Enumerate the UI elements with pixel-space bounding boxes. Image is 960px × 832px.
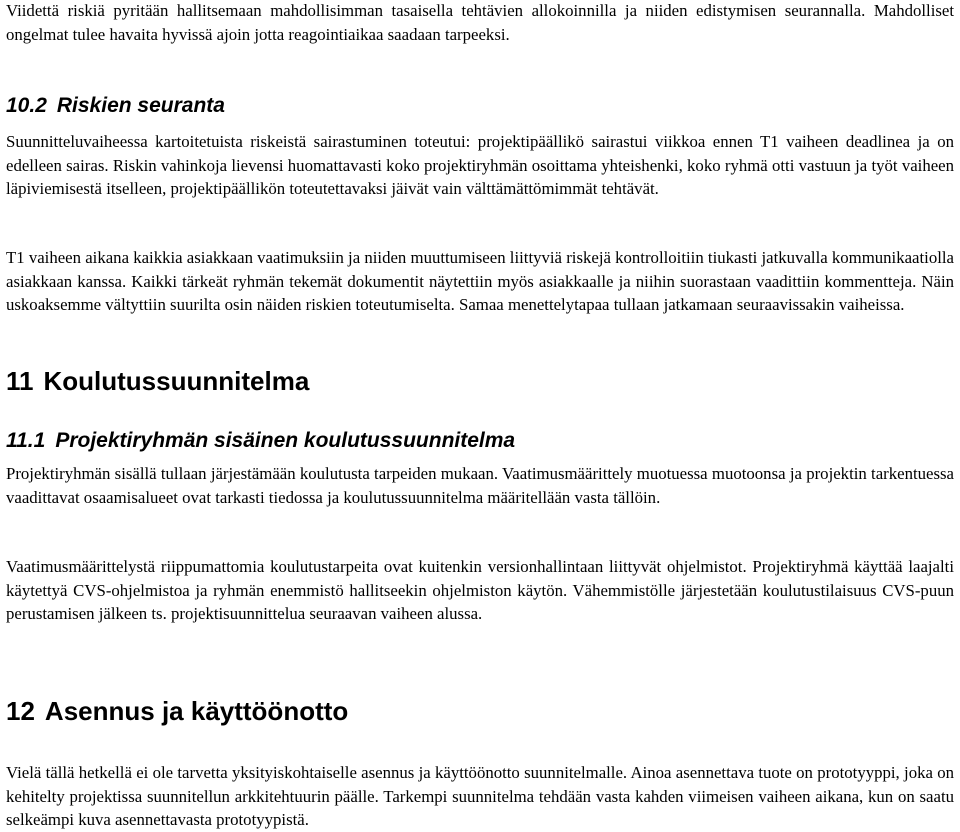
intro-paragraph: Viidettä riskiä pyritään hallitsemaan mahdollisimman tasaisella tehtävien allokoinnilla ja niiden edistymisen seurannalla. Mahdolliset ongelmat tulee havaita hyvissä ajoin jotta reagointiaikaa saadaan tarpeeksi. bbox=[6, 1, 954, 44]
heading-10-2-number: 10.2 bbox=[6, 94, 47, 117]
heading-12-number: 12 bbox=[6, 696, 35, 726]
heading-11-number: 11 bbox=[6, 366, 34, 396]
heading-11-1 bbox=[6, 428, 515, 454]
heading-12 bbox=[6, 696, 348, 726]
paragraph-10-2-2: T1 vaiheen aikana kaikkia asiakkaan vaatimuksiin ja niiden muuttumiseen liittyviä riskejä kontrolloitiin tiukasti jatkuvalla kommunikaatiolla asiakkaan kanssa. Kaikki tärkeät ryhmän tekemät dokumentit näytettiin myös asiakkaalle ja niihin suorastaan vaadittiin kommentteja. Näin uskoaksemme vältyttiin suurilta osin näiden riskien toteutumiselta. Samaa menettelytapaa tullaan jatkamaan seuraavissakin vaiheissa. bbox=[6, 248, 954, 314]
paragraph-10-2-1: Suunnitteluvaiheessa kartoitetuista riskeistä sairastuminen toteutui: projektipäällikö sairastui viikkoa ennen T1 vaiheen deadlinea ja on edelleen sairas. Riskin vahinkoja lievensi huomattavasti koko projektiryhmän osoittama yhteishenki, koko ryhmä otti vastuun ja työt vaiheen läpiviemisestä itselleen, projektipäällikön toteutettavaksi jäivät vain välttämättömimmät tehtävät. bbox=[6, 132, 954, 198]
heading-11 bbox=[6, 366, 309, 396]
paragraph-12-1: Vielä tällä hetkellä ei ole tarvetta yksityiskohtaiselle asennus ja käyttöönotto suunnitelmalle. Ainoa asennettava tuote on prototyyppi, joka on kehitelty projektissa suunnitellun arkkitehtuurin päälle. Tarkempi suunnitelma tehdään vasta kahden viimeisen vaiheen aikana, kun on saatu selkeämpi kuva asennettavasta prototyypistä. bbox=[6, 763, 954, 829]
heading-11-1-title: Projektiryhmän sisäinen koulutussuunnitelma bbox=[55, 429, 516, 452]
heading-10-2 bbox=[6, 93, 225, 119]
heading-11-title: Koulutussuunnitelma bbox=[43, 366, 310, 396]
heading-11-1-number: 11.1 bbox=[6, 429, 46, 452]
heading-10-2-title: Riskien seuranta bbox=[56, 94, 225, 117]
paragraph-11-1-2: Vaatimusmäärittelystä riippumattomia koulutustarpeita ovat kuitenkin versionhallintaan liittyvät ohjelmistot. Projektiryhmä käyttää laajalti käytettyä CVS-ohjelmistoa ja ryhmän enemmistö hallitseekin ohjelmiston käytön. Vähemmistölle järjestetään koulutustilaisuus CVS-puun perustamisen jälkeen ts. projektisuunnittelua seuraavan vaiheen alussa. bbox=[6, 557, 954, 623]
paragraph-11-1-1: Projektiryhmän sisällä tullaan järjestämään koulutusta tarpeiden mukaan. Vaatimusmäärittely muotuessa muotoonsa ja projektin tarkentuessa vaadittavat osaamisalueet ovat tarkasti tiedossa ja koulutussuunnitelma määritellään vasta tällöin. bbox=[6, 464, 954, 507]
heading-12-title: Asennus ja käyttöönotto bbox=[44, 696, 349, 726]
